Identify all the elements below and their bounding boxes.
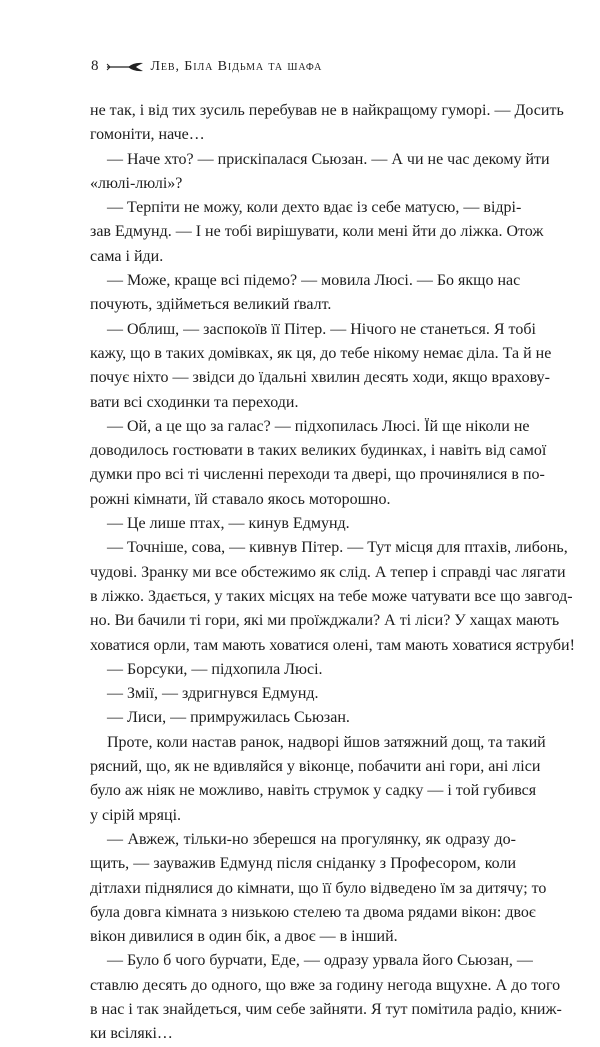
text-line: сама і йди. [90, 247, 164, 265]
running-title: Лев, Біла Відьма та шафа [150, 58, 323, 74]
text-line: — Це лише птах, — кинув Едмунд. [107, 515, 350, 533]
paragraph [90, 658, 516, 682]
text-line: почують, здійметься великий ґвалт. [90, 296, 332, 314]
paragraph [90, 682, 516, 706]
text-line: — Борсуки, — підхопила Люсі. [107, 660, 323, 678]
text-line: в ліжко. Здається, у таких місцях на тебе може чатувати все що завгод- [90, 587, 573, 605]
text-line: рясний, що, як не вдивляйся у віконце, побачити ані гори, ані ліси [90, 758, 541, 776]
text-line: думки про всі ті численні переходи та двері, що прочинялися в по- [90, 466, 545, 484]
text-line: зав Едмунд. — І не тобі вирішувати, коли мені йти до ліжка. Отож [90, 223, 544, 241]
paragraph [90, 828, 547, 949]
text-line: — Може, краще всі підемо? — мовила Люсі. — Бо якщо нас [107, 272, 521, 290]
text-line: чудові. Зранку ми все обстежимо як слід. А тепер і справді час лягати [90, 563, 566, 581]
text-line: ставлю десять до одного, що вже за годину негода вщухне. А до того [90, 976, 561, 994]
text-line: не так, і від тих зусиль перебував не в найкращому гуморі. — Досить [90, 102, 564, 119]
text-line: рожні кімнати, їй ставало якось моторошно. [90, 490, 391, 508]
text-line: — Облиш, — заспокоїв її Пітер. — Нічого не станеться. Я тобі [107, 320, 536, 338]
text-line: «люлі-люлі»? [90, 174, 183, 192]
paragraph [90, 949, 562, 1046]
text-line: кажу, що в таких домівках, як ця, до тебе нікому немає діла. Та й не [90, 344, 552, 362]
text-line: дітлахи піднялися до кімнати, що її було відведено їм за дитячу; то [90, 879, 547, 897]
body-text [90, 99, 575, 1047]
text-line: — Змії, — здригнувся Едмунд. [107, 685, 319, 703]
text-line: — Ой, а це що за галас? — підхопилась Люсі. Їй ще ніколи не [107, 417, 530, 435]
text-line: вікон дивилися в один бік, а двоє — в інший. [90, 928, 398, 946]
text-line: доводилось гостювати в таких великих будинках, і навіть від самої [90, 442, 547, 460]
text-line: — Авжеж, тільки-но зберешся на прогулянку, як одразу до- [107, 830, 516, 848]
text-line: гомоніти, наче… [90, 126, 205, 144]
text-line: вати всі сходинки та переходи. [90, 393, 299, 411]
text-line: було аж ніяк не можливо, навіть струмок у садку — і той губився [90, 782, 537, 800]
paragraph [90, 148, 550, 197]
text-line: — Терпіти не можу, коли дехто вдає із себе матусю, — відрі- [107, 199, 522, 217]
text-line: — Наче хто? — прискіпалася Сьюзан. — А чи не час декому йти [107, 150, 550, 168]
paragraph [90, 512, 516, 536]
paragraph [90, 99, 564, 148]
paragraph [90, 415, 547, 512]
text-line: в нас і так знайдеться, чим себе зайняти. Я тут помітила радіо, книж- [90, 1000, 562, 1018]
paragraph [90, 318, 552, 415]
running-header [91, 58, 322, 75]
paragraph [90, 269, 521, 318]
text-line: — Лиси, — примружилась Сьюзан. [107, 709, 350, 727]
paragraph [90, 536, 575, 657]
page-number: 8 [91, 58, 99, 74]
paragraph [90, 731, 546, 828]
text-line: ки всілякі… [90, 1025, 173, 1043]
text-line: но. Ви бачили ті гори, які ми проїжджали? А ті ліси? У хащах мають [90, 612, 560, 630]
text-line: у сірій мряці. [90, 806, 182, 824]
text-line: — Точніше, сова, — кивнув Пітер. — Тут місця для птахів, либонь, [107, 539, 568, 557]
quill-arrow-ornament-icon [106, 62, 144, 72]
text-line: щить, — зауважив Едмунд після сніданку з Професором, коли [90, 855, 516, 873]
text-line: — Було б чого бурчати, Еде, — одразу урвала його Сьюзан, — [107, 952, 533, 970]
text-line: Проте, коли настав ранок, надворі йшов затяжний дощ, та такий [107, 733, 546, 751]
paragraph [90, 706, 516, 730]
text-line: була довга кімната з низькою стелею та двома рядами вікон: двоє [90, 903, 536, 921]
text-line: ховатися орли, там мають ховатися олені, там мають ховатися яструби! [90, 636, 575, 654]
paragraph [90, 196, 544, 269]
text-line: почує ніхто — звідси до їдальні хвилин десять ходи, якщо врахову- [90, 369, 550, 387]
